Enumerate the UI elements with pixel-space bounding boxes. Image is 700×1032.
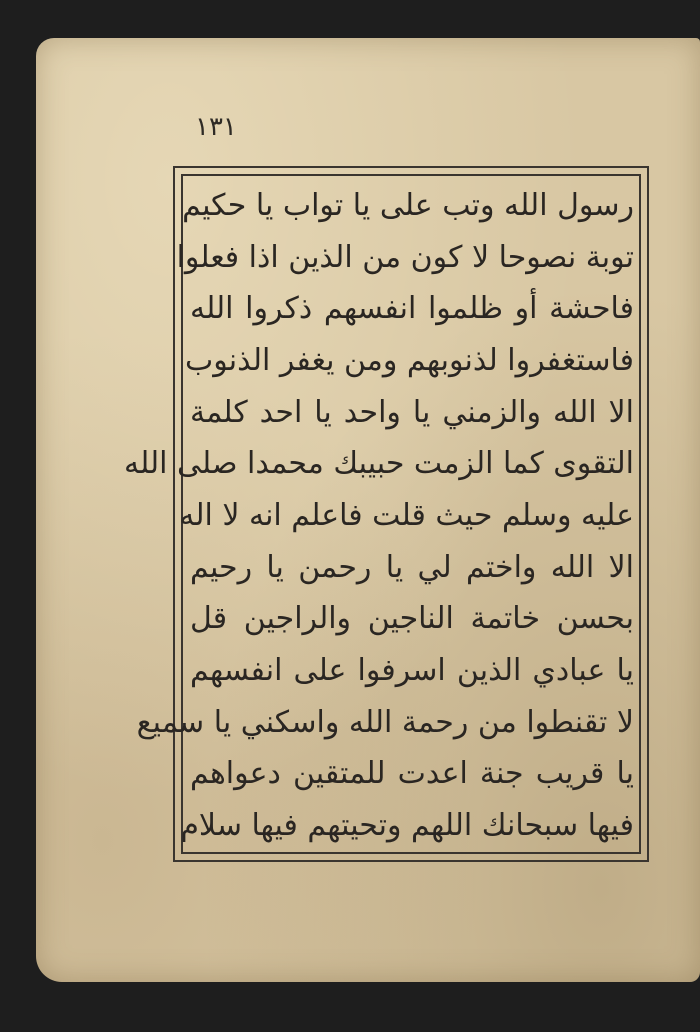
text-line: توبة نصوحا لا كون من الذين اذا فعلوا <box>176 239 634 275</box>
text-line: الا الله واختم لي يا رحمن يا رحيم <box>190 549 634 585</box>
text-line: فاحشة أو ظلموا انفسهم ذكروا الله <box>190 291 634 327</box>
page-number: ١٣١ <box>195 112 237 142</box>
text-line: لا تقنطوا من رحمة الله واسكني يا سميع <box>136 704 634 740</box>
text-line: عليه وسلم حيث قلت فاعلم انه لا اله <box>179 497 634 533</box>
text-line: التقوى كما الزمت حبيبك محمدا صلى الله <box>124 446 634 482</box>
text-line: يا عبادي الذين اسرفوا على انفسهم <box>190 652 634 688</box>
manuscript-text-block <box>124 186 634 846</box>
text-line: الا الله والزمني يا واحد يا احد كلمة <box>190 394 634 430</box>
text-line: بحسن خاتمة الناجين والراجين قل <box>190 601 634 637</box>
text-line: فاستغفروا لذنوبهم ومن يغفر الذنوب <box>185 342 634 378</box>
text-line: رسول الله وتب على يا تواب يا حكيم <box>182 188 634 223</box>
text-line: يا قريب جنة اعدت للمتقين دعواهم <box>190 756 634 792</box>
text-line: فيها سبحانك اللهم وتحيتهم فيها سلام <box>180 807 634 843</box>
